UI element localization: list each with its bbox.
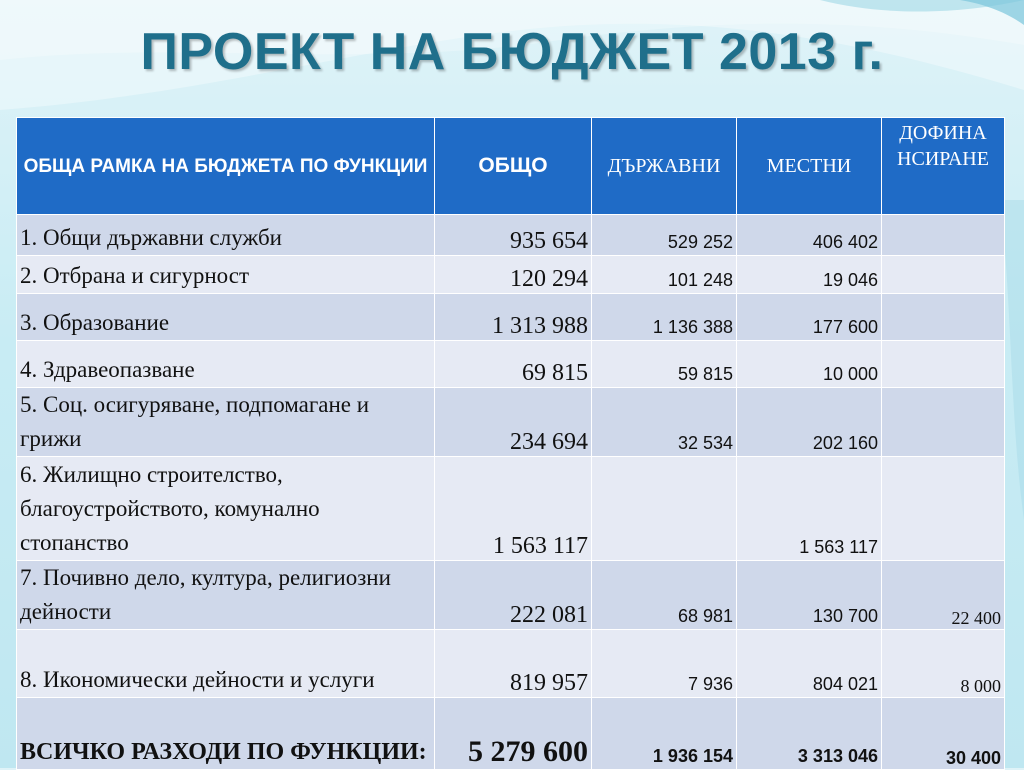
row-total: 222 081: [435, 561, 592, 630]
summary-row: [17, 698, 1005, 770]
table-header-row: [17, 118, 1005, 215]
row-cofinancing: [882, 388, 1005, 457]
row-state: 59 815: [592, 341, 737, 388]
summary-label: ВСИЧКО РАЗХОДИ ПО ФУНКЦИИ:: [17, 698, 435, 770]
page-title: ПРОЕКТ НА БЮДЖЕТ 2013 г.: [140, 23, 884, 81]
summary-cofinancing: 30 400: [882, 698, 1005, 770]
row-label: 2. Отбрана и сигурност: [17, 256, 435, 294]
row-total: 120 294: [435, 256, 592, 294]
row-label: 7. Почивно дело, култура, религиозни дейности: [17, 561, 435, 630]
table-row: [17, 215, 1005, 256]
row-label: 3. Образование: [17, 294, 435, 341]
row-label: 4. Здравеопазване: [17, 341, 435, 388]
row-cofinancing: 22 400: [882, 561, 1005, 630]
row-cofinancing: [882, 256, 1005, 294]
row-total: 1 563 117: [435, 457, 592, 561]
row-local: 177 600: [737, 294, 882, 341]
header-cofinancing: ДОФИНА НСИРАНЕ: [882, 118, 1005, 215]
table-row: [17, 388, 1005, 457]
header-local: МЕСТНИ: [737, 118, 882, 215]
row-label: 8. Икономически дейности и услуги: [17, 630, 435, 698]
table-row: [17, 457, 1005, 561]
row-cofinancing: [882, 457, 1005, 561]
row-total: 69 815: [435, 341, 592, 388]
row-local: 804 021: [737, 630, 882, 698]
row-cofinancing: [882, 294, 1005, 341]
row-total: 935 654: [435, 215, 592, 256]
row-state: [592, 457, 737, 561]
table-row: [17, 341, 1005, 388]
header-total: ОБЩО: [435, 118, 592, 215]
row-state: 529 252: [592, 215, 737, 256]
header-state: ДЪРЖАВНИ: [592, 118, 737, 215]
row-state: 68 981: [592, 561, 737, 630]
row-local: 130 700: [737, 561, 882, 630]
row-local: 406 402: [737, 215, 882, 256]
row-cofinancing: [882, 341, 1005, 388]
table-row: [17, 630, 1005, 698]
row-total: 1 313 988: [435, 294, 592, 341]
row-cofinancing: [882, 215, 1005, 256]
row-label: 1. Общи държавни служби: [17, 215, 435, 256]
row-cofinancing: 8 000: [882, 630, 1005, 698]
table-row: [17, 256, 1005, 294]
summary-total: 5 279 600: [435, 698, 592, 770]
header-function: ОБЩА РАМКА НА БЮДЖЕТА ПО ФУНКЦИИ: [17, 118, 435, 215]
table-row: [17, 561, 1005, 630]
row-label: 6. Жилищно строителство, благоустройството, комунално стопанство: [17, 457, 435, 561]
row-local: 19 046: [737, 256, 882, 294]
summary-state: 1 936 154: [592, 698, 737, 770]
row-state: 1 136 388: [592, 294, 737, 341]
row-state: 7 936: [592, 630, 737, 698]
row-total: 234 694: [435, 388, 592, 457]
summary-local: 3 313 046: [737, 698, 882, 770]
row-local: 202 160: [737, 388, 882, 457]
row-state: 32 534: [592, 388, 737, 457]
budget-table: [16, 117, 1005, 770]
table-row: [17, 294, 1005, 341]
row-label: 5. Соц. осигуряване, подпомагане и грижи: [17, 388, 435, 457]
row-total: 819 957: [435, 630, 592, 698]
row-state: 101 248: [592, 256, 737, 294]
row-local: 10 000: [737, 341, 882, 388]
row-local: 1 563 117: [737, 457, 882, 561]
